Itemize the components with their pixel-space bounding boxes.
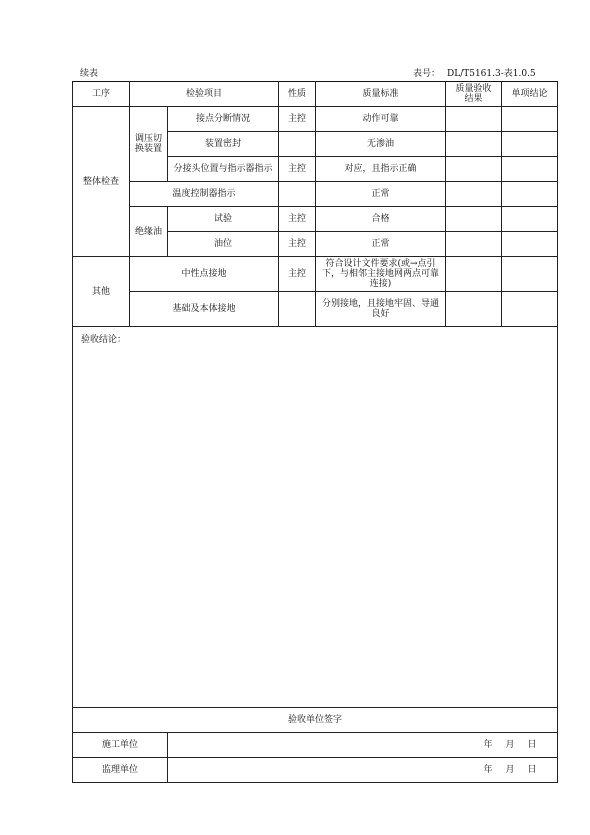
conclusion-cell [502, 132, 558, 157]
conclusion-cell [502, 232, 558, 257]
supervision-date [477, 765, 543, 775]
result-cell [446, 157, 502, 182]
col-item: 检验项目 [130, 82, 279, 107]
result-cell [446, 292, 502, 327]
day-label: 日 [527, 765, 537, 775]
result-cell [446, 132, 502, 157]
conclusion-cell [502, 207, 558, 232]
inspection-table [72, 81, 558, 783]
conclusion-cell [502, 107, 558, 132]
supervision-unit-signature[interactable] [168, 758, 558, 783]
standard-cell: 正常 [316, 182, 446, 207]
item-cell: 中性点接地 [130, 257, 279, 292]
col-standard: 质量标准 [316, 82, 446, 107]
supervision-unit-label: 监理单位 [73, 758, 168, 783]
item-cell: 分接头位置与指示器指示 [168, 157, 279, 182]
col-conclusion: 单项结论 [502, 82, 558, 107]
standard-cell [316, 292, 446, 327]
form-number: DL/T5161.3-表1.0.5 [447, 69, 536, 79]
result-cell [446, 232, 502, 257]
acceptance-conclusion-label: 验收结论： [81, 335, 127, 345]
conclusion-cell [502, 182, 558, 207]
item-cell: 装置密封 [168, 132, 279, 157]
col-nature: 性质 [279, 82, 316, 107]
item-cell: 试验 [168, 207, 279, 232]
nature-cell: 主控 [279, 107, 316, 132]
result-cell [446, 182, 502, 207]
month-label: 月 [505, 765, 515, 775]
item-cell: 温度控制器指示 [130, 182, 279, 207]
item-cell: 接点分断情况 [168, 107, 279, 132]
item-cell: 基础及本体接地 [130, 292, 279, 327]
year-label: 年 [483, 765, 493, 775]
standard-text: 分别接地，且接地牢固、导通良好 [322, 299, 440, 319]
standard-cell: 动作可靠 [316, 107, 446, 132]
construction-unit-signature[interactable] [168, 733, 558, 758]
continued-label: 续表 [80, 69, 99, 79]
standard-cell: 无渗油 [316, 132, 446, 157]
nature-cell: 主控 [279, 232, 316, 257]
construction-unit-label: 施工单位 [73, 733, 168, 758]
col-result [446, 82, 502, 107]
conclusion-cell [502, 257, 558, 292]
standard-text: 符合设计文件要求(或→点引下，与相邻主接地网两点可靠连接) [322, 259, 440, 289]
acceptance-conclusion-area[interactable] [73, 327, 558, 708]
item-cell: 油位 [168, 232, 279, 257]
nature-cell [279, 132, 316, 157]
standard-cell: 正常 [316, 232, 446, 257]
group-other: 其他 [73, 257, 130, 327]
month-label: 月 [505, 740, 515, 750]
col-result-text: 质量验收结果 [455, 84, 492, 104]
group-tap-changer-text: 调压切换装置 [134, 134, 162, 154]
nature-cell: 主控 [279, 157, 316, 182]
col-process: 工序 [73, 82, 130, 107]
group-tap-changer [130, 107, 168, 182]
construction-date [477, 740, 543, 750]
year-label: 年 [483, 740, 493, 750]
form-number-label: 表号： [413, 69, 441, 79]
standard-cell: 合格 [316, 207, 446, 232]
nature-cell: 主控 [279, 257, 316, 292]
conclusion-cell [502, 292, 558, 327]
conclusion-cell [502, 157, 558, 182]
signature-title: 验收单位签字 [73, 708, 558, 733]
day-label: 日 [527, 740, 537, 750]
nature-cell [279, 182, 316, 207]
nature-cell [279, 292, 316, 327]
standard-cell [316, 257, 446, 292]
result-cell [446, 107, 502, 132]
group-insulating-oil: 绝缘油 [130, 207, 168, 257]
nature-cell: 主控 [279, 207, 316, 232]
standard-cell: 对应，且指示正确 [316, 157, 446, 182]
result-cell [446, 207, 502, 232]
group-overall: 整体检查 [73, 107, 130, 257]
result-cell [446, 257, 502, 292]
